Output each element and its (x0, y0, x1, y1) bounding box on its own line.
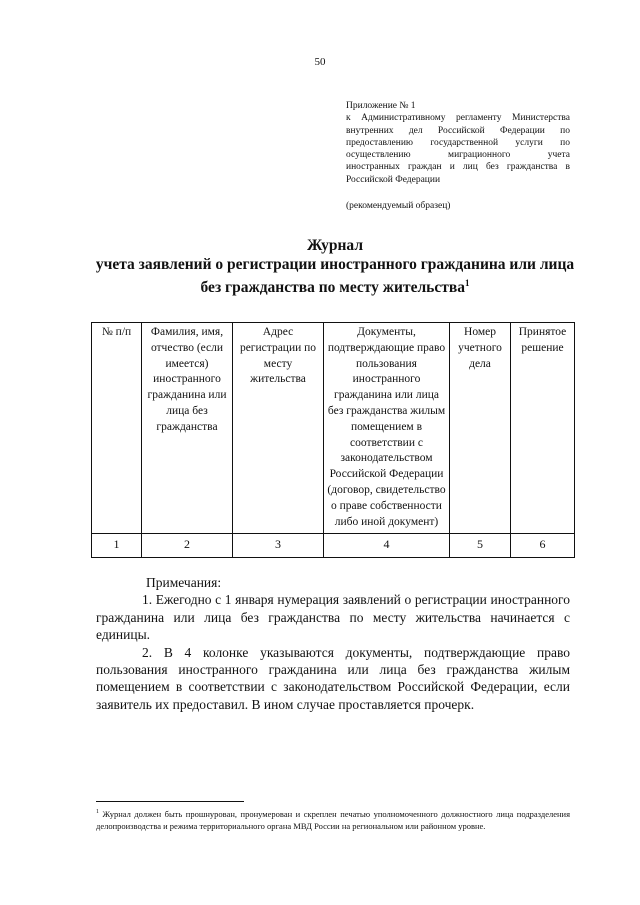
notes-heading: Примечания: (146, 575, 222, 590)
column-number: 5 (450, 534, 511, 558)
appendix-line: Российской Федерации (346, 174, 441, 185)
column-number: 3 (233, 534, 324, 558)
footnote-marker: 1 (96, 809, 99, 815)
column-number: 4 (324, 534, 450, 558)
column-number-row (92, 534, 575, 558)
appendix-line: предоставлению государственной услуги по (346, 137, 570, 148)
appendix-line: к Административному регламенту Министерства (346, 113, 570, 124)
footnote-text: Журнал должен быть прошнурован, пронумерован и скреплен печатью уполномоченного должностного лица подразделения делопроизводства и режима территориального органа МВД России на региональном или районном уровне. (96, 808, 571, 831)
appendix-header (346, 100, 570, 212)
title-line-text: без гражданства по месту жительства (200, 279, 465, 297)
footnote (96, 806, 570, 832)
header-cell: Документы, подтверждающие право пользования иностранного гражданина или лица без гражданства жилым помещением в соответствии с законодательством Российской Федерации (договор, свидетельство о праве собственности либо иной документ) (324, 323, 450, 534)
appendix-line: осуществлению миграционного учета (346, 150, 570, 161)
title-line (60, 274, 610, 297)
page-number: 50 (314, 56, 326, 68)
notes-section (96, 574, 570, 713)
header-cell: № п/п (92, 323, 142, 534)
appendix-line: внутренних дел Российской Федерации по (346, 125, 570, 136)
document-title (60, 236, 610, 297)
appendix-line: иностранных граждан и лиц без гражданства в (346, 162, 570, 173)
column-number: 2 (142, 534, 233, 558)
title-line: учета заявлений о регистрации иностранного гражданина или лица (95, 256, 575, 273)
sample-label: (рекомендуемый образец) (346, 201, 451, 212)
header-cell: Фамилия, имя, отчество (если имеется) иностранного гражданина или лица без гражданства (142, 323, 233, 534)
appendix-line: Приложение № 1 (346, 101, 416, 111)
header-cell: Номер учетного дела (450, 323, 511, 534)
title-line: Журнал (306, 237, 364, 254)
column-number: 1 (92, 534, 142, 558)
header-cell: Адрес регистрации по месту жительства (233, 323, 324, 534)
note-item: 1. Ежегодно с 1 января нумерация заявлений о регистрации иностранного гражданина или лица без гражданства по месту жительства начинается с единицы. (96, 592, 570, 643)
footnote-divider (96, 801, 244, 802)
journal-table (91, 322, 575, 558)
column-number: 6 (511, 534, 575, 558)
table-header-row (92, 323, 575, 534)
note-item: 2. В 4 колонке указываются документы, подтверждающие право пользования иностранного гражданина или лица без гражданства жилым помещением в соответствии с законодательством Российской Федерации, если заявитель их предоставил. В ином случае проставляется прочерк. (96, 644, 570, 712)
header-cell: Принятое решение (511, 323, 575, 534)
footnote-mark: 1 (464, 278, 470, 288)
